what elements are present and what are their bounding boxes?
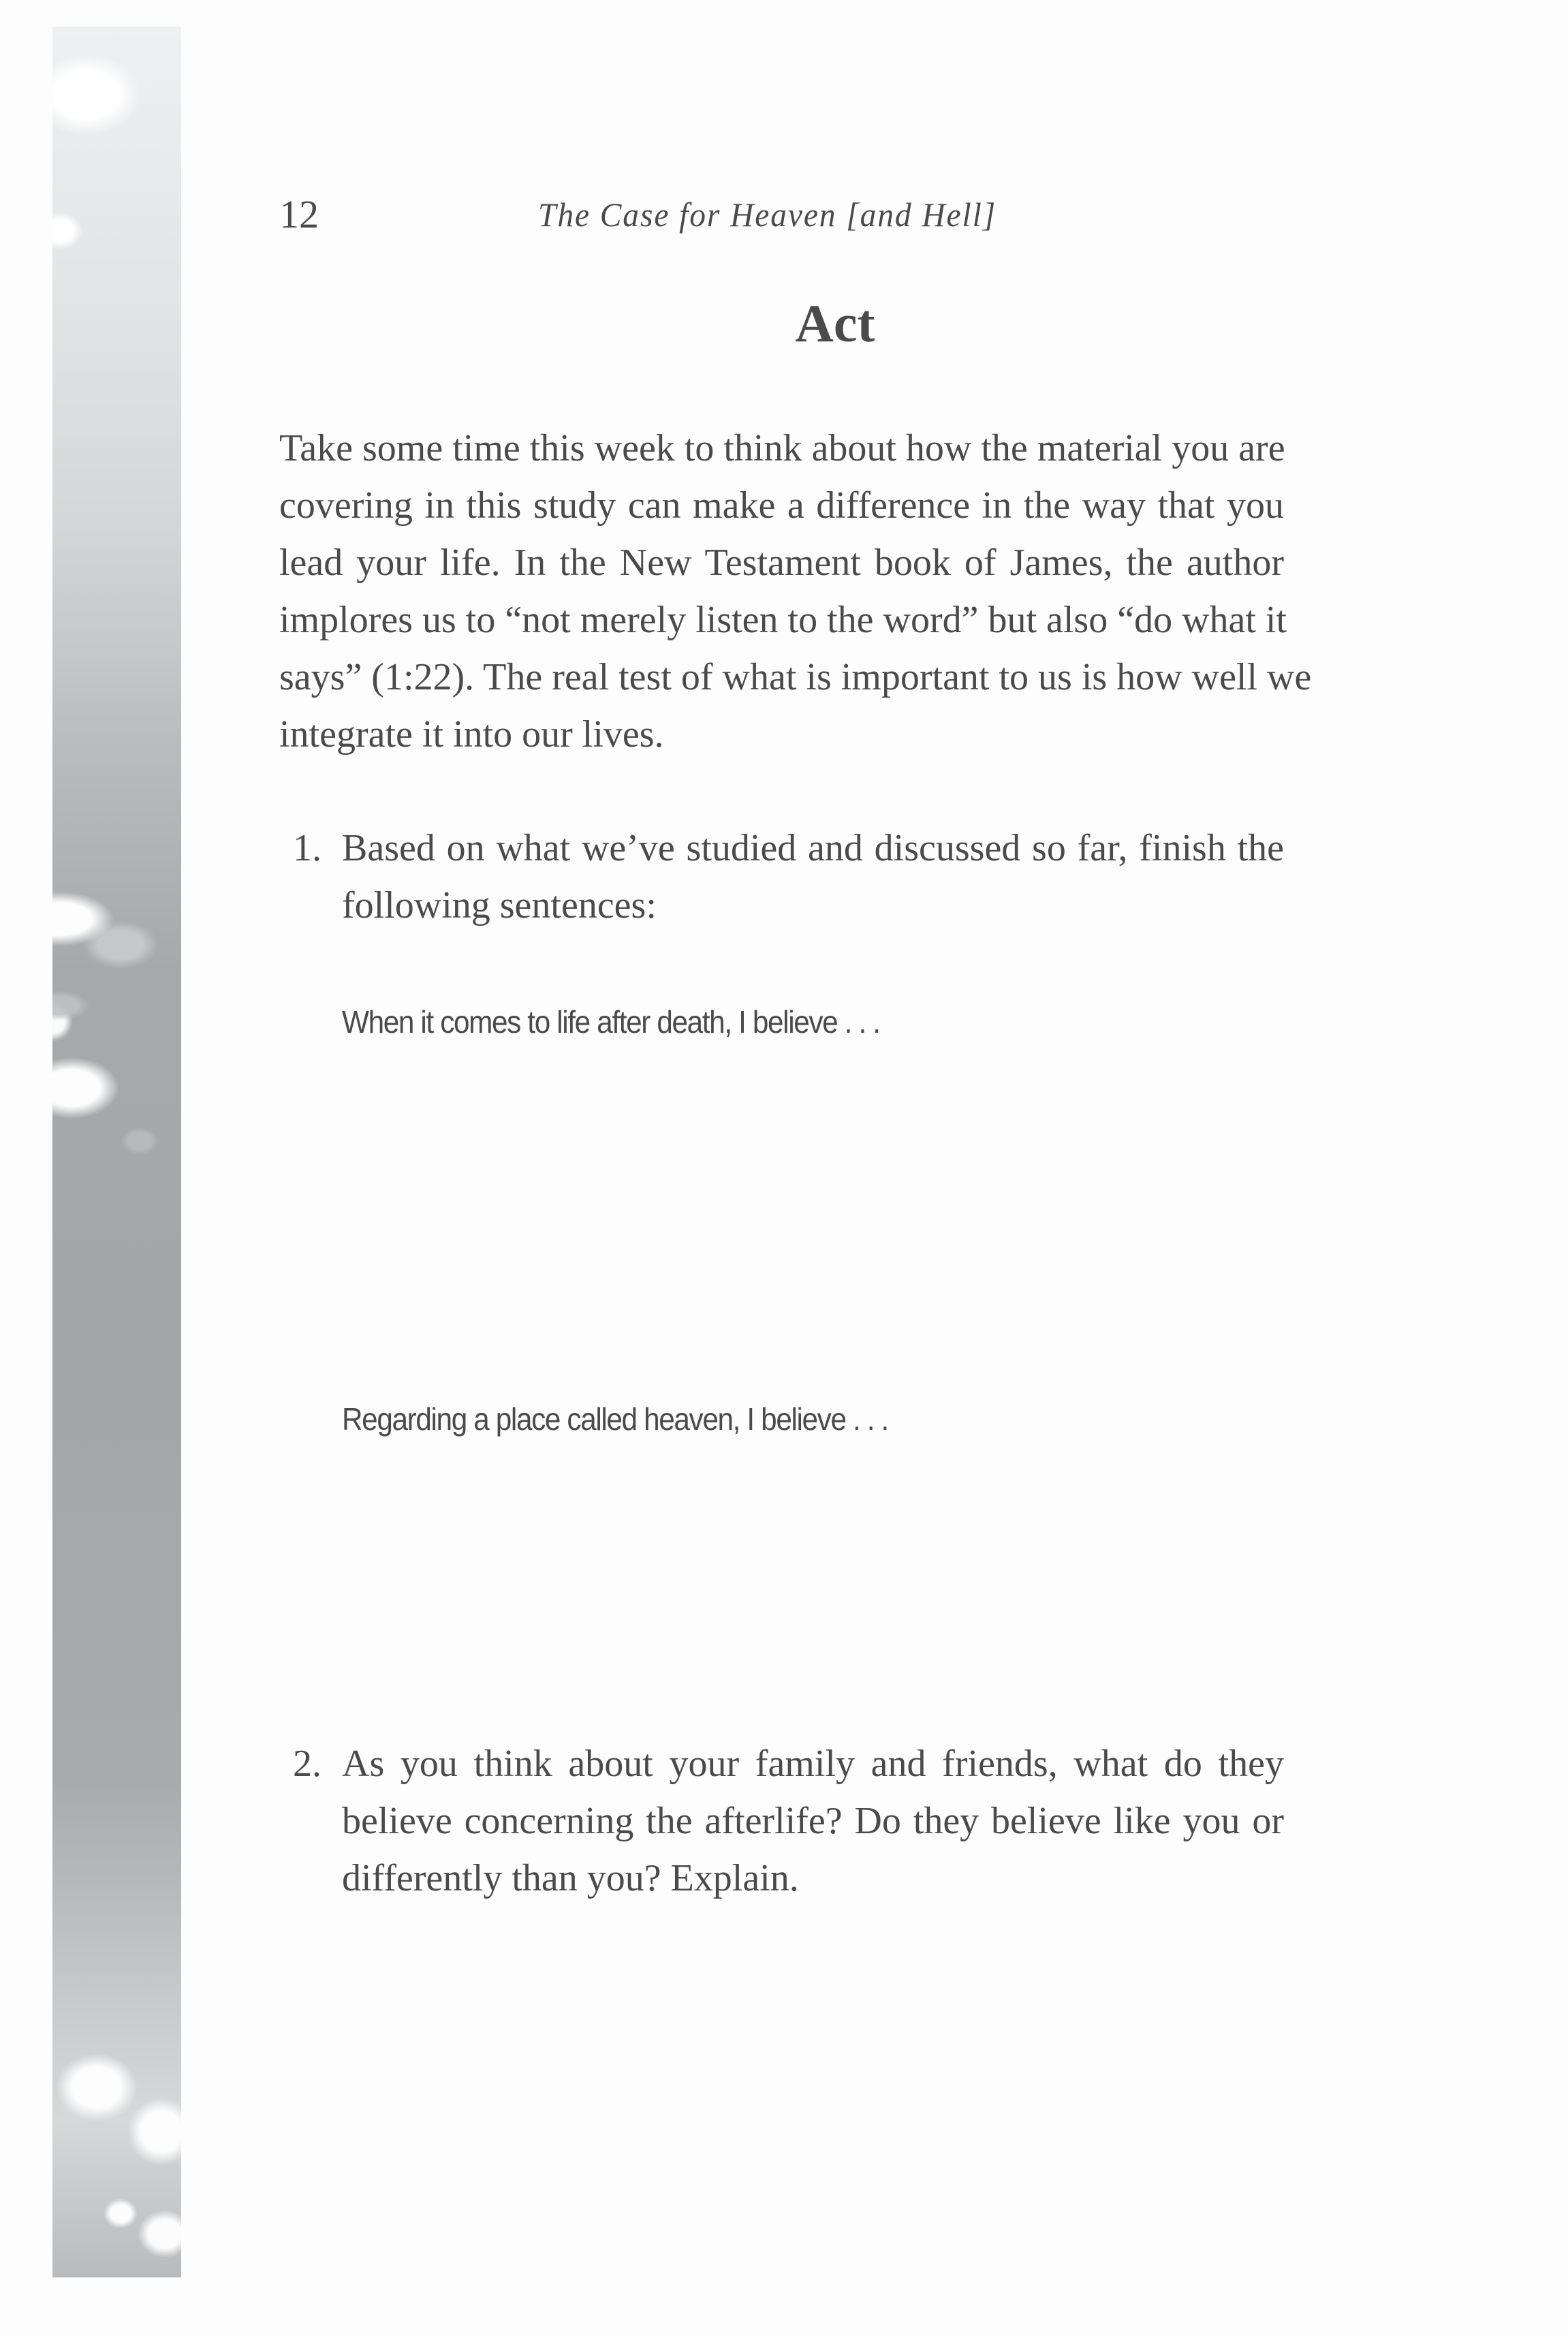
sentence-prompt-life-after-death: When it comes to life after death, I believe . . . [342,1004,880,1040]
question-line: following sentences: [342,884,657,926]
question-line: believe concerning the afterlife? Do they believe like you or [342,1800,1284,1842]
intro-line: Take some time this week to think about how the material you are [279,427,1285,469]
question-line: As you think about your family and friends, what do they [342,1743,1284,1785]
decorative-bokeh-side-strip [52,27,181,2277]
question-line: differently than you? Explain. [342,1857,799,1899]
question-text [342,820,1284,934]
answer-space-life-after-death [342,1049,1282,1376]
intro-paragraph [279,420,1312,763]
intro-line: lead your life. In the New Testament book of James, the author [279,542,1284,584]
question-1 [279,820,1284,934]
running-title: The Case for Heaven [and Hell] [538,196,997,234]
section-title-text: Act [795,294,875,353]
intro-line: covering in this study can make a difference in the way that you [279,484,1284,527]
sentence-prompt-heaven: Regarding a place called heaven, I believe . . . [342,1401,888,1437]
question-line: Based on what we’ve studied and discussed so far, finish the [342,827,1284,869]
question-text [342,1735,1284,1907]
intro-line: integrate it into our lives. [279,713,664,756]
intro-line: says” (1:22). The real test of what is important to us is how well we [279,656,1312,698]
page-number: 12 [279,192,319,236]
section-title [0,293,1568,354]
answer-space-family-beliefs [342,1921,1282,2262]
question-number: 2. [293,1743,322,1785]
question-number: 1. [293,827,322,869]
intro-line: implores us to “not merely listen to the word” but also “do what it [279,599,1287,641]
answer-space-heaven [342,1448,1282,1720]
question-2 [279,1735,1284,1907]
